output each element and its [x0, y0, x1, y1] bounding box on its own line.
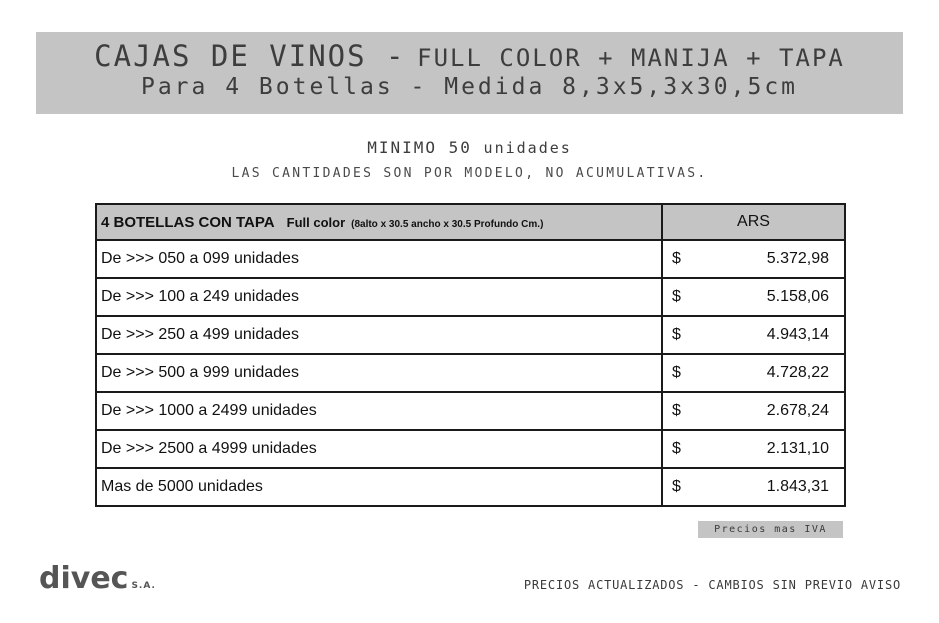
price-cell [662, 468, 845, 506]
quantity-range: De >>> 050 a 099 unidades [96, 240, 662, 278]
table-row [96, 468, 845, 506]
footer-note: PRECIOS ACTUALIZADOS - CAMBIOS SIN PREVIO AVISO [523, 578, 901, 592]
table-row [96, 430, 845, 468]
title-banner [36, 32, 903, 114]
table-row [96, 354, 845, 392]
brand-suffix: S.A. [131, 581, 156, 591]
price-cell [662, 430, 845, 468]
minimum-order [0, 138, 939, 157]
quantity-range: Mas de 5000 unidades [96, 468, 662, 506]
minimum-unit: unidades [483, 139, 572, 157]
minimum-label: MINIMO 50 [367, 138, 472, 157]
price-cell [662, 278, 845, 316]
price-cell [662, 240, 845, 278]
quantity-range: De >>> 250 a 499 unidades [96, 316, 662, 354]
currency-header: ARS [662, 204, 845, 240]
brand-name: divec [39, 561, 129, 596]
price-value: 1.843,31 [766, 478, 829, 495]
table-row [96, 278, 845, 316]
currency-symbol: $ [672, 250, 681, 267]
table-row [96, 392, 845, 430]
currency-symbol: $ [672, 288, 681, 305]
table-row [96, 240, 845, 278]
price-value: 4.943,14 [766, 326, 829, 343]
quantity-range: De >>> 500 a 999 unidades [96, 354, 662, 392]
currency-symbol: $ [672, 478, 681, 495]
price-cell [662, 316, 845, 354]
price-table-header [96, 204, 845, 240]
price-table [95, 203, 846, 507]
price-value: 5.372,98 [766, 250, 829, 267]
iva-note: Precios mas IVA [698, 521, 843, 538]
currency-symbol: $ [672, 326, 681, 343]
title-rest: FULL COLOR + MANIJA + TAPA [417, 44, 845, 72]
currency-symbol: $ [672, 364, 681, 381]
dimensions-label: (8alto x 30.5 ancho x 30.5 Profundo Cm.) [351, 218, 544, 230]
price-value: 2.131,10 [766, 440, 829, 457]
price-value: 2.678,24 [766, 402, 829, 419]
page-subtitle: Para 4 Botellas - Medida 8,3x5,3x30,5cm [140, 74, 799, 100]
quantity-range: De >>> 1000 a 2499 unidades [96, 392, 662, 430]
price-value: 5.158,06 [766, 288, 829, 305]
currency-symbol: $ [672, 402, 681, 419]
table-row [96, 316, 845, 354]
quantity-range: De >>> 100 a 249 unidades [96, 278, 662, 316]
title-main: CAJAS DE VINOS - [94, 39, 406, 73]
page-title [36, 39, 903, 73]
product-name: 4 BOTELLAS CON TAPA [101, 213, 275, 231]
price-cell [662, 354, 845, 392]
currency-symbol: $ [672, 440, 681, 457]
product-header [96, 204, 662, 240]
full-color-label: Full color [286, 214, 346, 230]
quantity-range: De >>> 2500 a 4999 unidades [96, 430, 662, 468]
brand-logo [39, 561, 156, 596]
price-value: 4.728,22 [766, 364, 829, 381]
price-cell [662, 392, 845, 430]
quantity-note: LAS CANTIDADES SON POR MODELO, NO ACUMULATIVAS. [231, 166, 708, 181]
